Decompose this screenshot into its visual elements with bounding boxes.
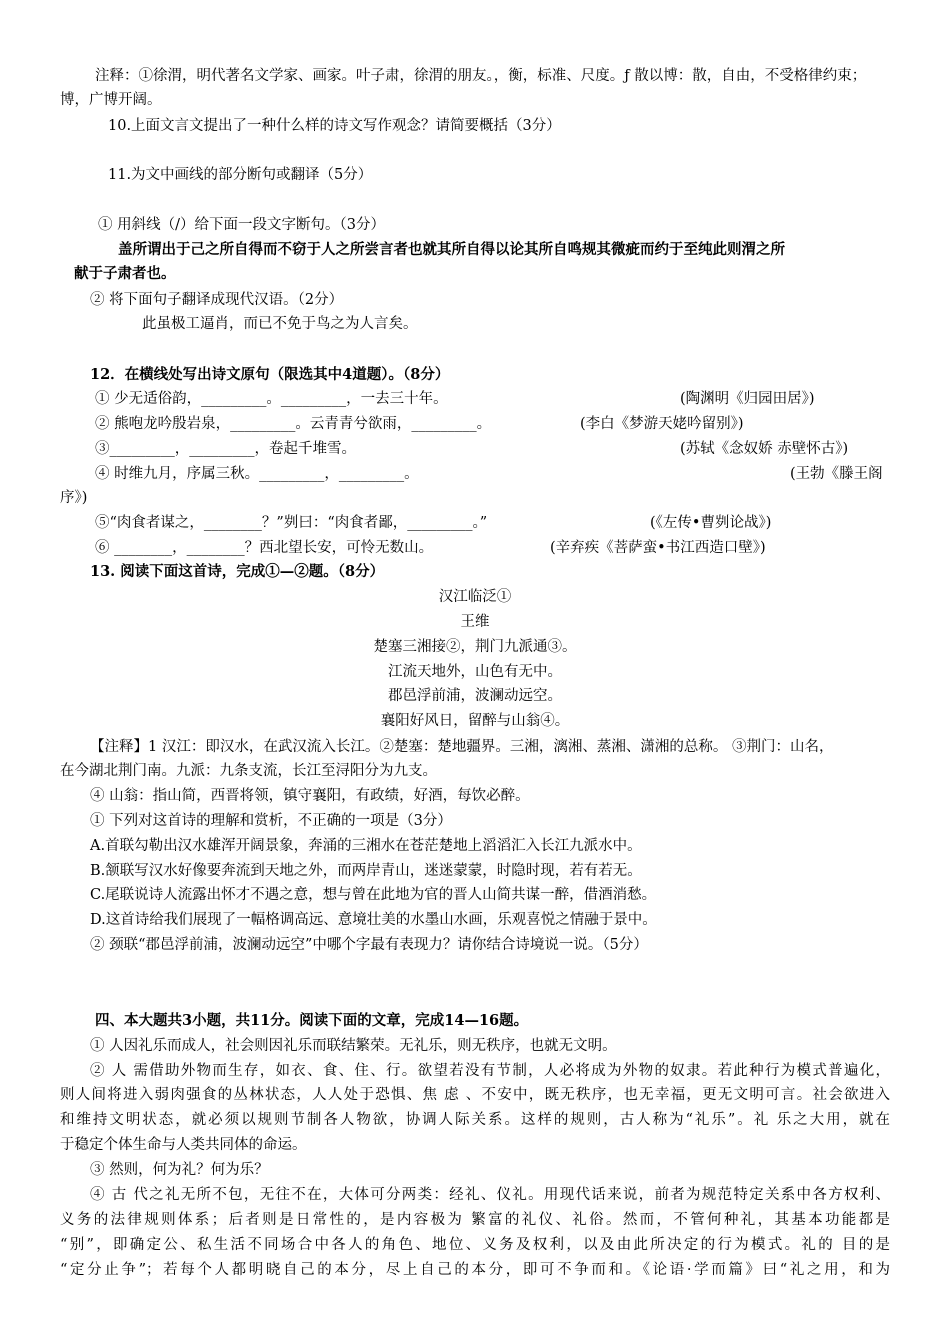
option-c: C.尾联说诗人流露出怀才不遇之意，想与曾在此地为官的晋人山简共谋一醉，借酒消愁。 <box>90 887 657 903</box>
note-line-1: 注释：①徐渭，明代著名文学家、画家。叶子肃，徐渭的朋友。，衡，标准、尺度。ƒ 散以博：散，自由，不受格律约束； <box>95 68 867 84</box>
question-11-part-1-text-2: 献于子肃者也。 <box>74 265 176 282</box>
poem-note-line-1: 【注释】1 汉江：即汉水，在武汉流入长江。②楚塞：楚地疆界。三湘，漓湘、蒸湘、潇湘的总称。 ③荆门：山名， <box>90 739 834 755</box>
option-d: D.这首诗给我们展现了一幅格调高远、意境壮美的水墨山水画，乐观喜悦之情融于景中。 <box>90 912 657 928</box>
question-10: 10.上面文言文提出了一种什么样的诗文写作观念？请简要概括（3分） <box>108 118 561 134</box>
question-12-source-1: (陶渊明《归园田居》) <box>680 391 815 407</box>
question-13-title: 13. 阅读下面这首诗，完成①—②题。（8分） <box>90 563 385 580</box>
question-13-sub-2: ② 颈联“郡邑浮前浦，波澜动远空”中哪个字最有表现力？请你结合诗境说一说。（5分） <box>90 937 648 953</box>
question-13-sub-1: ① 下列对这首诗的理解和赏析，不正确的一项是（3分） <box>90 813 452 829</box>
question-12-item-5: ⑤“肉食者谋之，________？”刿曰：“肉食者鄙，_________。” <box>95 515 488 531</box>
question-11-part-1-text-1: 盖所谓出于己之所自得而不窃于人之所尝言者也就其所自得以论其所自鸣规其微疵而约于至纯此则渭之所 <box>118 241 785 258</box>
article-para-2-line-3: 和维持文明状态，就必须以规则节制各人物欲，协调人际关系。这样的规则，古人称为“礼乐”。礼 乐之大用，就在 <box>60 1112 890 1128</box>
question-12-item-6: ⑥ ________，________？西北望长安，可怜无数山。 <box>95 540 434 556</box>
article-para-2-line-4: 于稳定个体生命与人类共同体的命运。 <box>60 1137 307 1153</box>
article-para-4-line-4: “定分止争”；若每个人都明晓自己的本分，尽上自己的本分，即可不争而和。《论语·学而篇》曰“礼之用，和为 <box>60 1262 890 1278</box>
question-12-source-6: (辛弃疾《菩萨蛮•书江西造口壁》) <box>550 540 766 556</box>
poem-line-1: 楚塞三湘接②，荆门九派通③。 <box>373 639 577 655</box>
poem-note-line-2: 在今湖北荆门南。九派：九条支流，长江至浔阳分为九支。 <box>60 763 437 779</box>
question-12-title: 12．在横线处写出诗文原句（限选其中4道题）。（8分） <box>90 366 450 383</box>
article-para-4-line-3: “别”，即确定公、私生活不同场合中各人的角色、地位、义务及权利，以及由此所决定的行为模式。礼的 目的是 <box>60 1237 890 1253</box>
poem-note-line-3: ④ 山翁：指山简，西晋将领，镇守襄阳，有政绩，好酒，每饮必醉。 <box>90 788 530 804</box>
option-a: A.首联勾勒出汉水雄浑开阔景象，奔涌的三湘水在苍茫楚地上滔滔汇入长江九派水中。 <box>90 838 642 854</box>
article-para-1: ① 人因礼乐而成人，社会则因礼乐而联结繁荣。无礼乐，则无秩序，也就无文明。 <box>90 1038 617 1054</box>
question-12-item-4: ④ 时维九月，序属三秋。_________，_________。 <box>95 466 419 482</box>
question-11-part-2-text: 此虽极工逼肖，而已不免于鸟之为人言矣。 <box>142 316 418 332</box>
question-12-source-5: (《左传•曹刿论战》) <box>650 515 772 531</box>
option-b: B.颔联写汉水好像要奔流到天地之外，而两岸青山，迷迷蒙蒙，时隐时现，若有若无。 <box>90 863 642 879</box>
question-12-source-4: (王勃《滕王阁 <box>790 466 883 482</box>
question-12-source-4-cont: 序》) <box>60 490 88 506</box>
article-para-4-line-2: 义务的法律规则体系；后者则是日常性的，是内容极为 繁富的礼仪、礼俗。然而，不管何种礼，其基本功能都是 <box>60 1212 890 1228</box>
part-4-title: 四、本大题共3小题，共11分。阅读下面的文章，完成14—16题。 <box>95 1012 529 1029</box>
question-12-item-2: ② 熊咆龙吟殷岩泉，_________。云青青兮欲雨，_________。 <box>95 416 492 432</box>
question-12-item-3: ③_________，_________，卷起千堆雪。 <box>95 441 356 457</box>
question-12-source-2: (李白《梦游天姥吟留别》) <box>580 416 744 432</box>
article-para-4-line-1: ④ 古 代之礼无所不包，无往不在，大体可分两类：经礼、仪礼。用现代话来说，前者为规范特定关系中各方权利、 <box>90 1187 890 1203</box>
article-para-3: ③ 然则，何为礼？何为乐？ <box>90 1162 269 1178</box>
poem-line-2: 江流天地外，山色有无中。 <box>388 664 562 680</box>
question-12-item-1: ① 少无适俗韵，_________。_________，一去三十年。 <box>95 391 448 407</box>
poem-title: 汉江临泛① <box>438 589 512 605</box>
question-12-source-3: (苏轼《念奴娇 赤壁怀古》) <box>680 441 849 457</box>
question-11-part-2: ② 将下面句子翻译成现代汉语。（2分） <box>90 292 344 308</box>
question-11: 11.为文中画线的部分断句或翻译（5分） <box>108 167 373 183</box>
question-11-part-1: ① 用斜线（/）给下面一段文字断句。（3分） <box>98 217 385 233</box>
note-line-2: 博，广博开阔。 <box>60 92 162 108</box>
poem-author: 王维 <box>460 614 490 630</box>
article-para-2-line-1: ② 人 需借助外物而生存，如衣、食、住、行。欲望若没有节制，人必将成为外物的奴隶。若此种行为模式普遍化， <box>90 1063 890 1079</box>
poem-line-3: 郡邑浮前浦，波澜动远空。 <box>388 688 562 704</box>
poem-line-4: 襄阳好风日，留醉与山翁④。 <box>380 713 570 729</box>
article-para-2-line-2: 则人间将进入弱肉强食的丛林状态，人人处于恐惧、焦 虑 、不安中，既无秩序，也无幸福，更无文明可言。社会欲进入 <box>60 1087 890 1103</box>
